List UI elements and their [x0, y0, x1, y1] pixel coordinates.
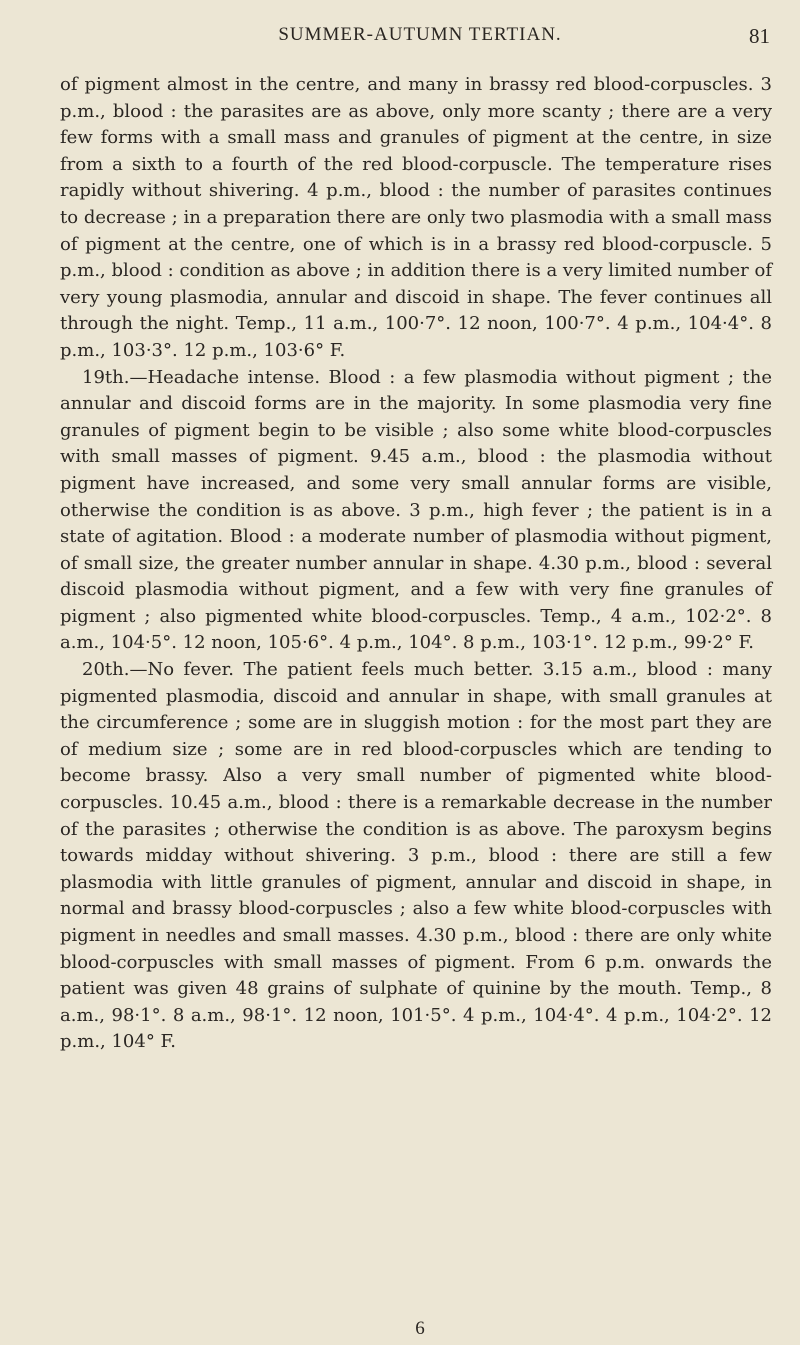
running-head-title: SUMMER-AUTUMN TERTIAN. [278, 24, 562, 45]
signature-mark: 6 [415, 1318, 425, 1339]
paragraph-19th: 19th.—Headache intense. Blood : a few plasmodia without pigment ; the annular and discoid forms are in the majority. In some plasmodia very fine granules of pigment begin to be visible ; also some white blood-corpuscles with small masses of pigment. 9.45 a.m., blood : the plasmodia without pigment have increased, and some very small annular forms are visible, otherwise the condition is as above. 3 p.m., high fever ; the patient is in a state of agitation. Blood : a moderate number of plasmodia without pigment, of small size, the greater number annular in shape. 4.30 p.m., blood : several discoid plasmodia without pigment, and a few with very fine granules of pigment ; also pigmented white blood-corpuscles. Temp., 4 a.m., 102·2°. 8 a.m., 104·5°. 12 noon, 105·6°. 4 p.m., 104°. 8 p.m., 103·1°. 12 p.m., 99·2° F. [60, 366, 772, 654]
running-head [60, 24, 780, 54]
paragraph-20th: 20th.—No fever. The patient feels much better. 3.15 a.m., blood : many pigmented plasmodia, discoid and annular in shape, with small granules at the circumference ; some are in sluggish motion : for the most part they are of medium size ; some are in red blood-corpuscles which are tending to become brassy. Also a very small number of pigmented white blood-corpuscles. 10.45 a.m., blood : there is a remarkable decrease in the number of the parasites ; otherwise the condition is as above. The paroxysm begins towards midday without shivering. 3 p.m., blood : there are still a few plasmodia with little granules of pigment, annular and discoid in shape, in normal and brassy blood-corpuscles ; also a few white blood-corpuscles with pigment in needles and small masses. 4.30 p.m., blood : there are only white blood-corpuscles with small masses of pigment. From 6 p.m. onwards the patient was given 48 grains of sulphate of quinine by the mouth. Temp., 8 a.m., 98·1°. 8 a.m., 98·1°. 12 noon, 101·5°. 4 p.m., 104·4°. 4 p.m., 104·2°. 12 p.m., 104° F. [60, 659, 772, 1053]
book-page [60, 0, 780, 1345]
body-text [60, 72, 772, 1056]
paragraph-continuation: of pigment almost in the centre, and many in brassy red blood-corpuscles. 3 p.m., blood : the parasites are as above, only more scanty ; there are a very few forms with a small mass and granules of pigment at the centre, in size from a sixth to a fourth of the red blood-corpuscle. The temperature rises rapidly without shivering. 4 p.m., blood : the number of parasites continues to decrease ; in a preparation there are only two plasmodia with a small mass of pigment at the centre, one of which is in a brassy red blood-corpuscle. 5 p.m., blood : condition as above ; in addition there is a very limited number of very young plasmodia, annular and discoid in shape. The fever continues all through the night. Temp., 11 a.m., 100·7°. 12 noon, 100·7°. 4 p.m., 104·4°. 8 p.m., 103·3°. 12 p.m., 103·6° F. [60, 74, 772, 361]
page-number: 81 [749, 24, 770, 48]
